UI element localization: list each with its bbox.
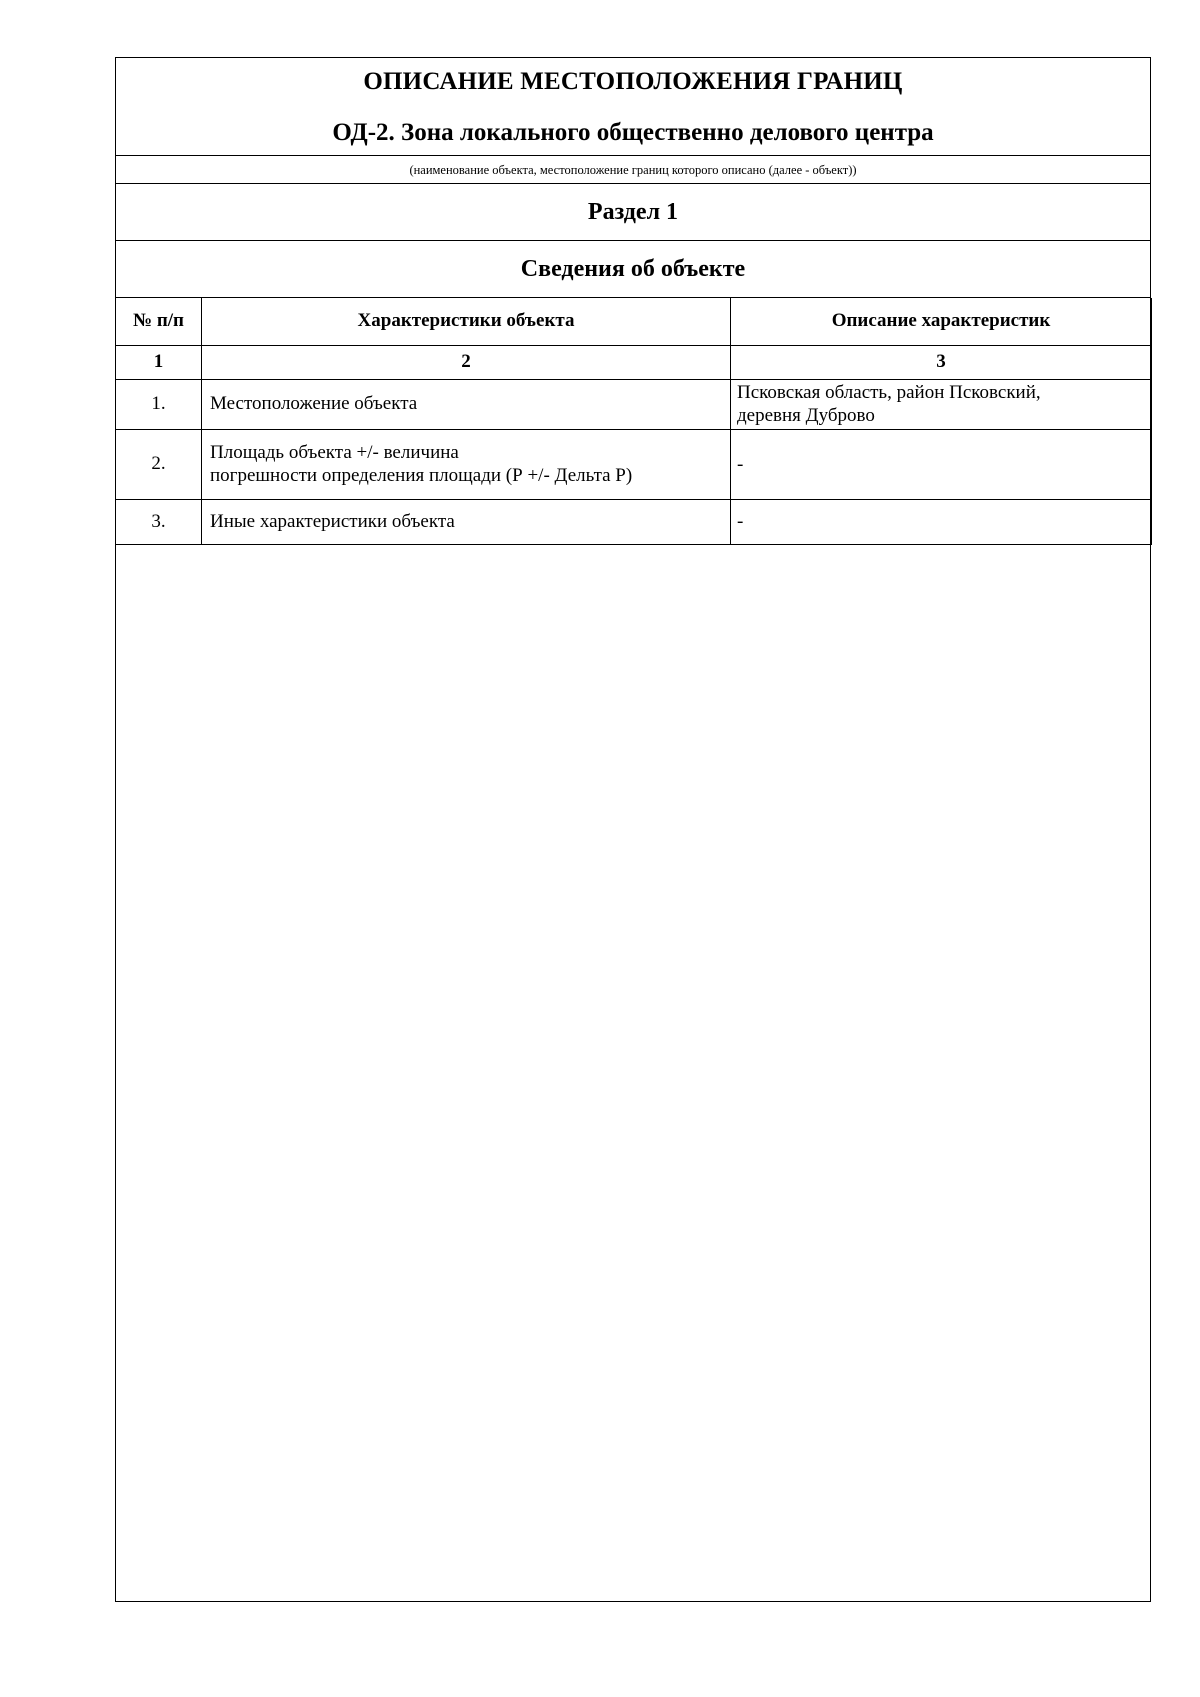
row-number: 3.	[116, 499, 202, 544]
section-title: Сведения об объекте	[116, 241, 1150, 298]
row-number: 2.	[116, 429, 202, 499]
document-title: ОПИСАНИЕ МЕСТОПОЛОЖЕНИЯ ГРАНИЦ	[363, 68, 903, 95]
column-number-2: 2	[202, 345, 731, 379]
section-heading: Раздел 1	[116, 184, 1150, 241]
object-properties-table	[115, 298, 1152, 545]
row-description: -	[731, 499, 1152, 544]
table-header-row	[116, 298, 1152, 345]
row-characteristic	[202, 429, 731, 499]
title-block	[116, 58, 1150, 156]
table-row	[116, 379, 1152, 429]
header-characteristics: Характеристики объекта	[202, 298, 731, 345]
column-number-3: 3	[731, 345, 1152, 379]
object-caption: (наименование объекта, местоположение границ которого описано (далее - объект))	[116, 156, 1150, 184]
table-row	[116, 429, 1152, 499]
description-line: Псковская область, район Псковский,	[737, 381, 1041, 403]
characteristic-line: погрешности определения площади (Р +/- Дельта Р)	[210, 465, 633, 486]
row-description: -	[731, 429, 1152, 499]
column-number-row	[116, 345, 1152, 379]
document-frame	[115, 57, 1151, 1602]
header-number: № п/п	[116, 298, 202, 345]
characteristic-line: Площадь объекта +/- величина	[210, 442, 459, 463]
row-characteristic: Местоположение объекта	[202, 379, 731, 429]
column-number-1: 1	[116, 345, 202, 379]
row-description	[731, 379, 1152, 429]
header-description: Описание характеристик	[731, 298, 1152, 345]
row-characteristic: Иные характеристики объекта	[202, 499, 731, 544]
row-number: 1.	[116, 379, 202, 429]
description-line: деревня Дуброво	[737, 404, 875, 426]
table-row	[116, 499, 1152, 544]
object-name: ОД-2. Зона локального общественно делового центра	[332, 119, 934, 146]
